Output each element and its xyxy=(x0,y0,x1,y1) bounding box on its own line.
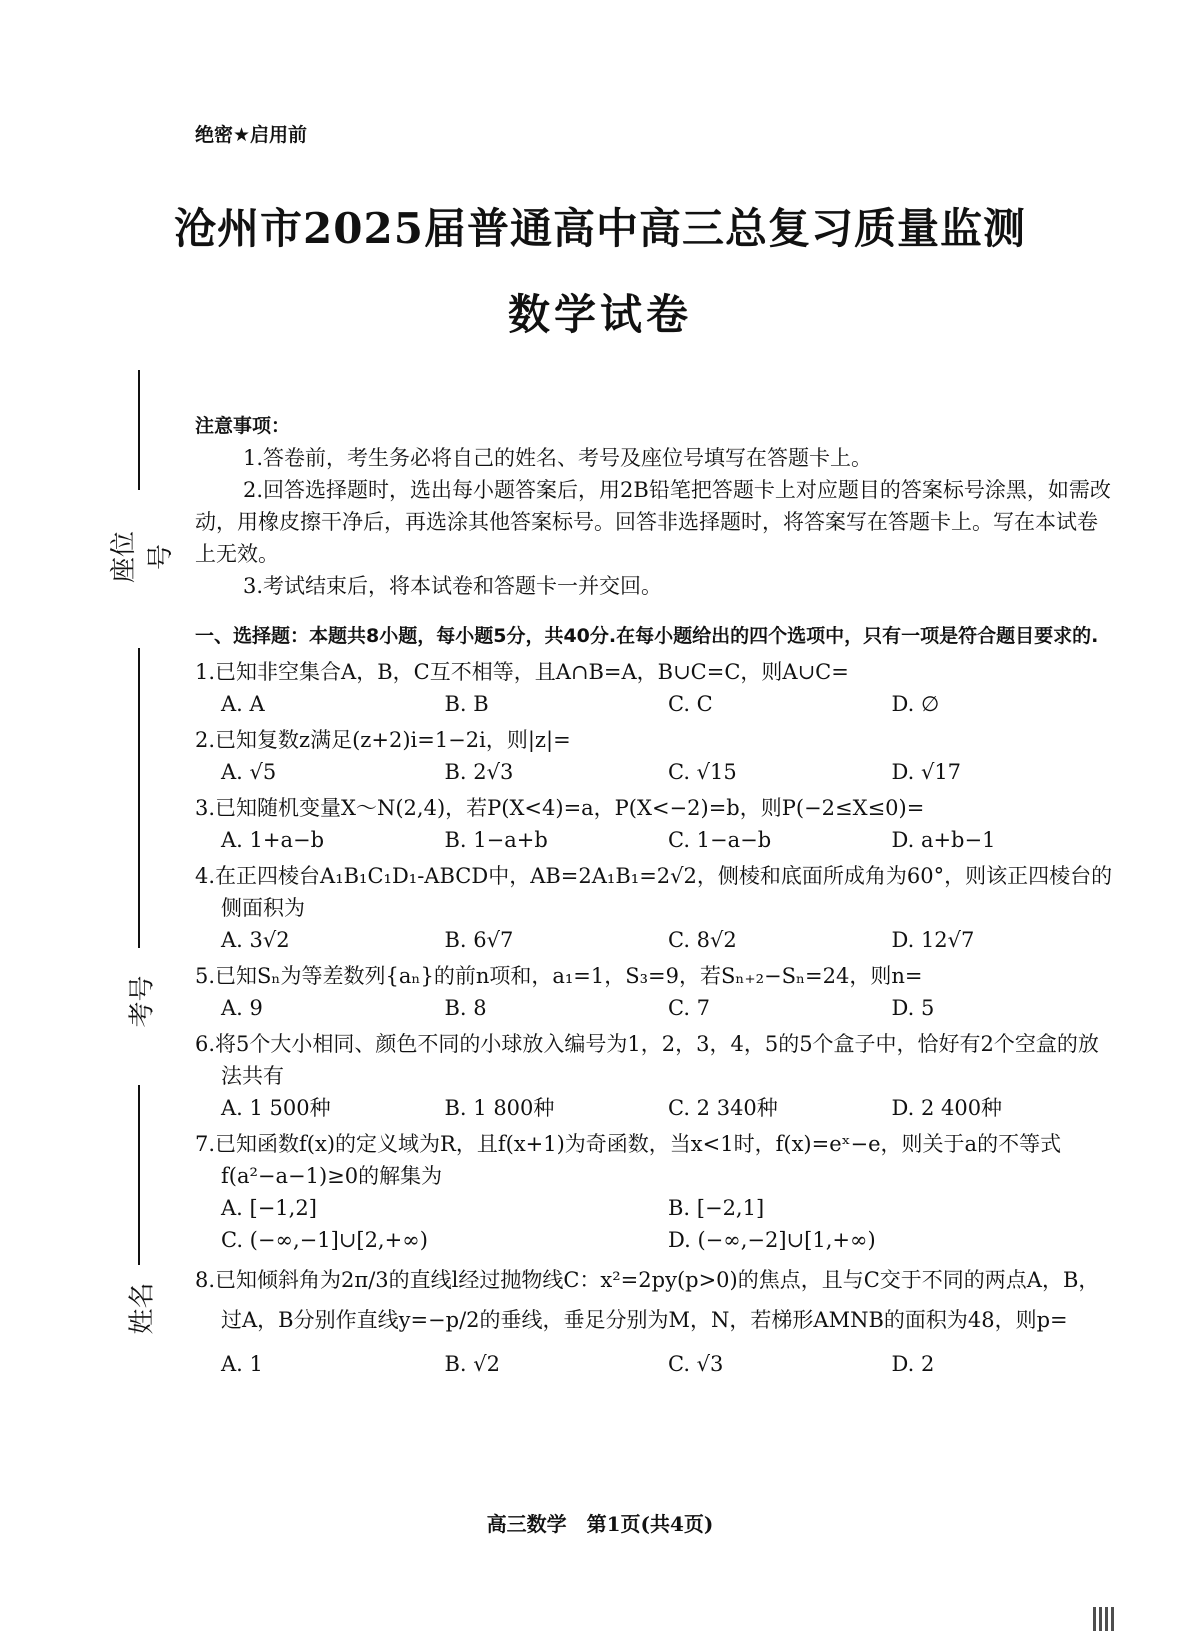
question-2 xyxy=(195,724,1115,788)
section-heading: 一、选择题：本题共8小题，每小题5分，共40分.在每小题给出的四个选项中，只有一项是符合题目要求的. xyxy=(195,625,1099,647)
option: B. B xyxy=(444,692,489,716)
side-label-seat: 座位号 xyxy=(109,531,176,584)
option: B. 8 xyxy=(444,996,487,1020)
option: C. 2 340种 xyxy=(668,1096,778,1120)
option: B. 6√7 xyxy=(444,928,514,952)
notice-item: 3.考试结束后，将本试卷和答题卡一并交回。 xyxy=(243,574,663,598)
question-options xyxy=(195,1192,1115,1224)
option: B. [−2,1] xyxy=(668,1196,765,1220)
notice-heading: 注意事项： xyxy=(195,415,291,437)
option: A. 3√2 xyxy=(221,928,290,952)
question-stem: 3.已知随机变量X～N(2,4)，若P(X<4)=a，P(X<−2)=b，则P(−2≤X≤0)= xyxy=(195,796,925,820)
question-options xyxy=(195,992,1115,1024)
option: B. 1−a+b xyxy=(444,828,548,852)
option: A. √5 xyxy=(221,760,277,784)
side-field-seat xyxy=(100,370,176,590)
option: C. 8√2 xyxy=(668,928,737,952)
notice-item: 2.回答选择题时，选出每小题答案后，用2B铅笔把答题卡上对应题目的答案标号涂黑，如需改动，用橡皮擦干净后，再选涂其他答案标号。回答非选择题时，将答案写在答题卡上。写在本试卷上无效。 xyxy=(195,478,1111,566)
option: A. 1 xyxy=(221,1352,263,1376)
question-options xyxy=(195,1224,1115,1256)
option: D. a+b−1 xyxy=(891,828,996,852)
option: D. 12√7 xyxy=(891,928,975,952)
option: C. 7 xyxy=(668,996,711,1020)
exam-title: 沧州市2025届普通高中高三总复习质量监测 xyxy=(174,204,1026,253)
notice-item: 1.答卷前，考生务必将自己的姓名、考号及座位号填写在答题卡上。 xyxy=(243,446,873,470)
question-options xyxy=(195,824,1115,856)
question-stem: 2.已知复数z满足(z+2)i=1−2i，则|z|= xyxy=(195,728,571,752)
side-field-line xyxy=(138,1085,140,1265)
option: D. 5 xyxy=(891,996,935,1020)
exam-content xyxy=(195,410,1115,1380)
option: B. √2 xyxy=(444,1352,501,1376)
question-stem: 7.已知函数f(x)的定义域为R，且f(x+1)为奇函数，当x<1时，f(x)=eˣ−e，则关于a的不等式f(a²−a−1)≥0的解集为 xyxy=(195,1132,1062,1188)
question-7 xyxy=(195,1128,1115,1256)
option: D. √17 xyxy=(891,760,962,784)
question-stem: 1.已知非空集合A，B，C互不相等，且A∩B=A，B∪C=C，则A∪C= xyxy=(195,660,849,684)
option: D. ∅ xyxy=(891,692,940,716)
option: A. 1 500种 xyxy=(221,1096,331,1120)
question-3 xyxy=(195,792,1115,856)
question-options xyxy=(195,924,1115,956)
question-8 xyxy=(195,1260,1115,1380)
confidential-label: 绝密★启用前 xyxy=(195,124,308,146)
exam-subtitle: 数学试卷 xyxy=(507,290,692,339)
option: A. [−1,2] xyxy=(221,1196,317,1220)
question-stem: 8.已知倾斜角为2π/3的直线l经过抛物线C：x²=2py(p>0)的焦点，且与C交于不同的两点A，B，过A，B分别作直线y=−p/2的垂线，垂足分别为M，N，若梯形AMNB的面积为48，则p= xyxy=(195,1268,1100,1332)
qr-code-icon xyxy=(1093,1607,1117,1631)
option: C. C xyxy=(668,692,713,716)
question-5 xyxy=(195,960,1115,1024)
option: B. 1 800种 xyxy=(444,1096,555,1120)
question-stem: 4.在正四棱台A₁B₁C₁D₁-ABCD中，AB=2A₁B₁=2√2，侧棱和底面所成角为60°，则该正四棱台的侧面积为 xyxy=(195,864,1113,920)
side-field-line xyxy=(138,370,140,490)
question-options xyxy=(195,688,1115,720)
option: A. A xyxy=(221,692,265,716)
option: C. √15 xyxy=(668,760,737,784)
side-label-name: 姓名 xyxy=(127,1282,158,1335)
question-options xyxy=(195,1348,1115,1380)
page-footer: 高三数学 第1页(共4页) xyxy=(486,1512,714,1536)
option: D. 2 xyxy=(891,1352,935,1376)
question-stem: 6.将5个大小相同、颜色不同的小球放入编号为1，2，3，4，5的5个盒子中，恰好有2个空盒的放法共有 xyxy=(195,1032,1099,1088)
option: C. √3 xyxy=(668,1352,724,1376)
question-1 xyxy=(195,656,1115,720)
option: A. 1+a−b xyxy=(221,828,325,852)
option: D. (−∞,−2]∪[1,+∞) xyxy=(668,1228,876,1252)
side-field-line xyxy=(138,648,140,948)
option: C. (−∞,−1]∪[2,+∞) xyxy=(221,1228,428,1252)
option: D. 2 400种 xyxy=(891,1096,1003,1120)
question-options xyxy=(195,1092,1115,1124)
question-4 xyxy=(195,860,1115,956)
side-field-exam-number xyxy=(100,648,158,1028)
side-field-name xyxy=(100,1085,158,1335)
question-options xyxy=(195,756,1115,788)
question-6 xyxy=(195,1028,1115,1124)
option: A. 9 xyxy=(221,996,263,1020)
option: B. 2√3 xyxy=(444,760,514,784)
option: C. 1−a−b xyxy=(668,828,772,852)
question-stem: 5.已知Sₙ为等差数列{aₙ}的前n项和，a₁=1，S₃=9，若Sₙ₊₂−Sₙ=24，则n= xyxy=(195,964,923,988)
side-label-exam-number: 考号 xyxy=(127,975,158,1028)
